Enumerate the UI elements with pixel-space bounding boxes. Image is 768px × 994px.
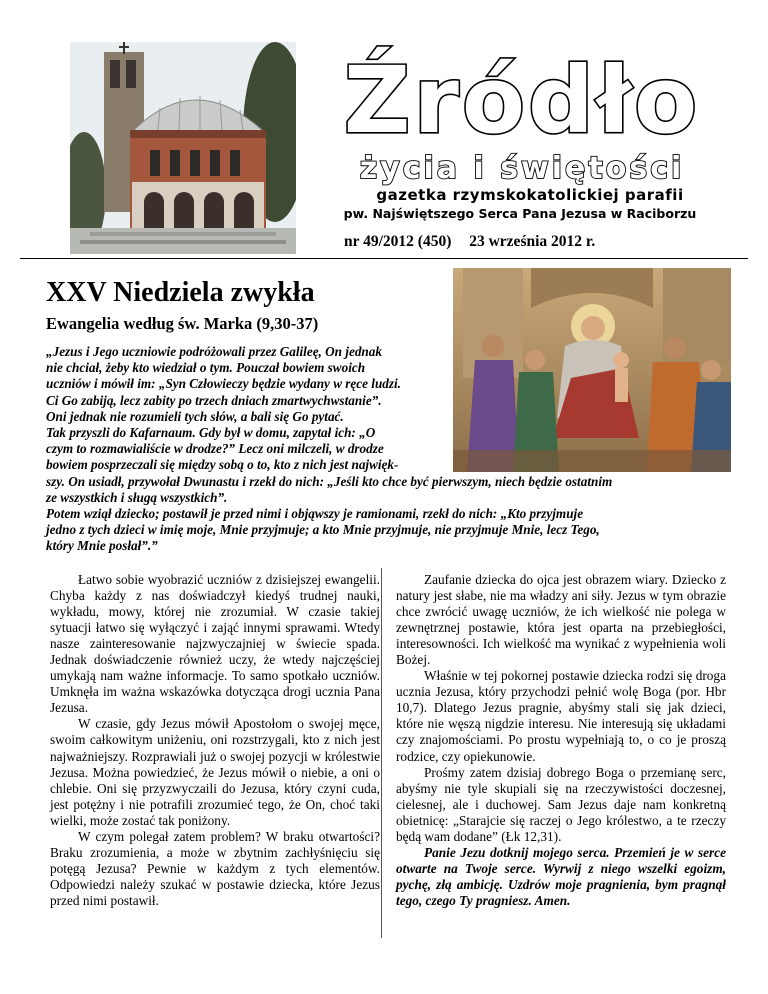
header-divider (20, 258, 748, 259)
commentary-left-column (50, 572, 380, 909)
gospel-line: Potem wziął dziecko; postawił je przed nimi i objąwszy je ramionami, rzekł do nich: „Kto przyjmuje (46, 506, 584, 522)
gospel-line: Oni jednak nie rozumieli tych słów, a bali się Go pytać. (46, 408, 344, 424)
gospel-line: który Mnie posłał”.” (46, 538, 158, 554)
masthead-title-text: Źródło (343, 47, 701, 150)
gospel-line: jedno z tych dzieci w imię moje, Mnie przyjmuje; a kto Mnie przyjmuje, nie przyjmuje Mnie, lecz Tego, (46, 522, 600, 538)
issue-date: 23 września 2012 r. (469, 233, 596, 250)
commentary-paragraph: W czasie, gdy Jezus mówił Apostołom o swojej męce, swoim całkowitym uniżeniu, oni rozstrzygali, kto z nich jest najważniejszy. Rozprawiali już o swojej pozycji w królestwie Jezusa. Można powiedzieć, że Jezus mówił o niebie, a oni o chlebie. Oni się przyzwyczaili do Jezusa, który czyni cuda, jest potężny i nie potrafili zrozumieć tego, że On, choć taki wielki, może zostać tak poniżony. (50, 716, 380, 828)
commentary-paragraph: Prośmy zatem dzisiaj dobrego Boga o przemianę serc, abyśmy nie tyle skupiali się na rzeczywistości doczesnej, cielesnej, ale i duchowej. Sam Jezus daje nam konkretną obietnicę: „Starajcie się raczej o Jego królestwo, a te rzeczy będą wam dodane” (Łk 12,31). (396, 764, 726, 844)
gospel-line: bowiem posprzeczali się między sobą o to, kto z nich jest najwięk- (46, 457, 399, 473)
article-subtitle: Ewangelia według św. Marka (9,30-37) (46, 314, 319, 333)
commentary-paragraph: Łatwo sobie wyobrazić uczniów z dzisiejszej ewangelii. Chyba każdy z nas doświadczył kiedyś trudnej nauki, wykładu, mowy, której nie zrozumiał. W czasie takiej sytuacji łatwo się wyłączyć i zająć innymi sprawami. Wtedy nasze zainteresowanie najzwyczajniej w świecie spada. Jednak doświadczenie również uczy, że wtedy najczęściej umykają nam ważne informacje. To samo spotkało uczniów. Umknęła im ważna wskazówka dotycząca drogi ucznia Pana Jezusa. (50, 572, 380, 716)
issue-number: nr 49/2012 (450) (344, 233, 452, 250)
gospel-line: ze wszystkich i sługą wszystkich”. (46, 489, 228, 505)
commentary-right-column (396, 572, 726, 909)
gospel-line: szy. On usiadł, przywołał Dwunastu i rzekł do nich: „Jeśli kto chce być pierwszym, niech będzie ostatnim (46, 473, 613, 489)
issue-info (344, 233, 744, 251)
gospel-line: Tak przyszli do Kafarnaum. Gdy był w domu, zapytał ich: „O (46, 425, 376, 441)
gospel-line: czym to rozmawialiście w drodze?” Lecz oni milczeli, w drodze (46, 441, 384, 457)
gospel-line: Ci Go zabiją, lecz zabity po trzech dniach zmartwychwstanie”. (46, 392, 382, 408)
commentary-paragraph: W czym polegał zatem problem? W braku otwartości? Braku zrozumienia, a może w zbytnim zachłyśnięciu się potęgą Jezusa? Pewnie w każdym z tych elementów. Odpowiedzi należy szukać w postawie dziecka, które Jezus przed nimi postawił. (50, 828, 380, 908)
article-title: XXV Niedziela zwykła (46, 277, 315, 308)
prayer: Panie Jezu dotknij mojego serca. Przemień je w serce otwarte na Twoje serce. Wyrwij z niego wszelki egoizm, pychę, złą ambicję. Uzdrów moje pragnienia, bym pragnął tego, czego Ty pragniesz. Amen. (396, 844, 726, 908)
gospel-passage (46, 344, 736, 555)
masthead-tagline: gazetka rzymskokatolickiej parafii (376, 186, 684, 204)
commentary-paragraph: Właśnie w tej pokornej postawie dziecka rodzi się droga ucznia Jezusa, który przychodzi pełnić wolę Boga (por. Hbr 10,7). Dlatego Jezus pragnie, abyśmy stali się jak dzieci, które nie węszą nigdzie interesu. Nie interesują się układami czy znajomościami. Po prostu wypełniają to, o co je proszą rodzice, czy opiekunowie. (396, 668, 726, 764)
column-divider (381, 568, 382, 938)
masthead-parish: pw. Najświętszego Serca Pana Jezusa w Raciborzu (343, 206, 697, 221)
masthead-title (300, 40, 740, 150)
church-photo (70, 42, 296, 254)
masthead-subtitle (310, 148, 730, 188)
gospel-line: nie chciał, żeby kto wiedział o tym. Pouczał bowiem swoich (46, 360, 366, 376)
gospel-line: „Jezus i Jego uczniowie podróżowali przez Galileę, On jednak (46, 344, 382, 359)
masthead-subtitle-text: życia i świętości (359, 151, 685, 186)
commentary-paragraph: Zaufanie dziecka do ojca jest obrazem wiary. Dziecko z natury jest słabe, nie ma władzy ani siły. Jezus w tym obrazie chce zwrócić uwagę uczniów, że ich wielkość nie polega w zewnętrznej postawie, która jest oparta na przebiegłości, interesowności. Ich wielkość ma wynikać z wypełnienia woli Bożej. (396, 572, 726, 668)
gospel-line: uczniów i mówił im: „Syn Człowieczy będzie wydany w ręce ludzi. (46, 376, 401, 392)
